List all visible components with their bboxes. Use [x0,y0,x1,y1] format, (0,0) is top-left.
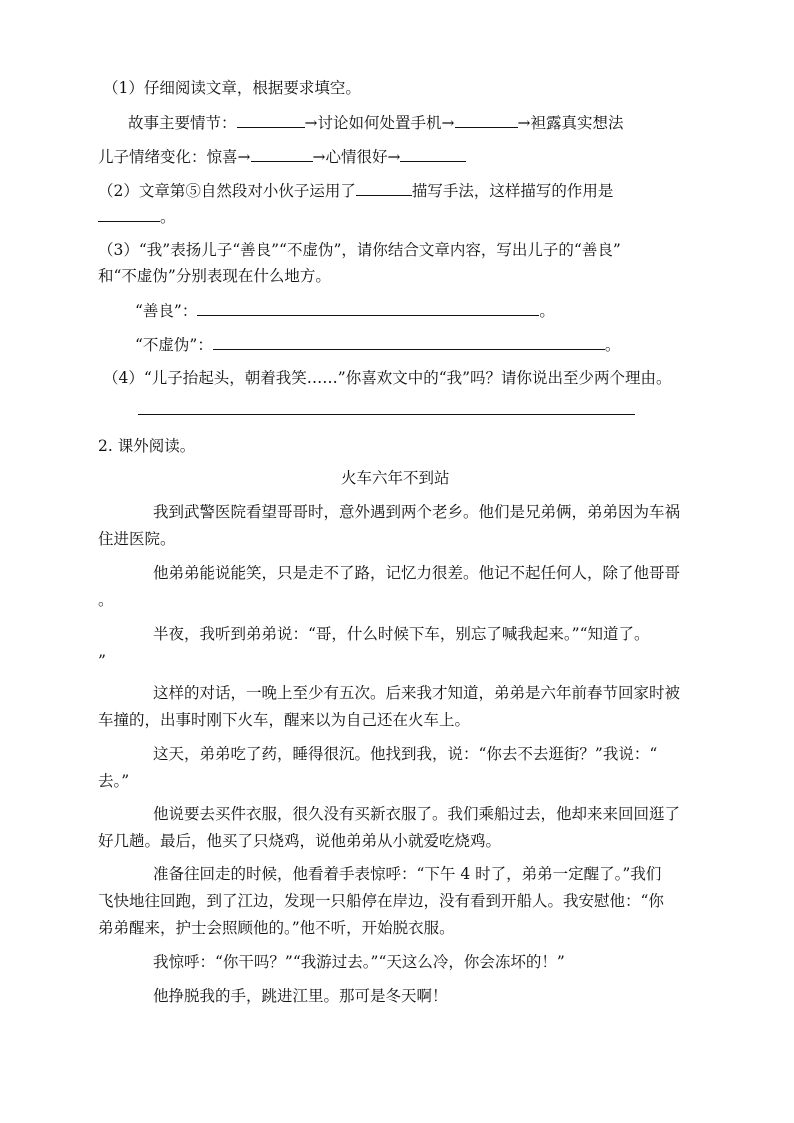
plot-label: 故事主要情节： [128,114,237,132]
passage-paragraph-line: 这样的对话，一晚上至少有五次。后来我才知道，弟弟是六年前春节回家时被 [153,684,681,702]
passage-paragraph-line: 准备往回走的时候，他看着手表惊呼：“下午 4 时了，弟弟一定醒了。”我们 [153,865,662,883]
answer-blank[interactable] [213,334,605,350]
answer-blank[interactable] [98,206,160,222]
plot-middle: →讨论如何处置手机→ [304,114,455,132]
passage-paragraph-line: 他挣脱我的手，跳进江里。那可是冬天啊！ [153,987,448,1005]
question-3-kind-line [135,300,555,321]
question-2-period: 。 [160,208,176,226]
question-1-plot-line [128,112,624,133]
passage-paragraph-line: 我惊呼：“你干吗？”“我游过去。”“天这么冷，你会冻坏的！” [153,953,565,971]
passage-paragraph-line: 弟弟醒来，护士会照顾他的。”他不听，开始脱衣服。 [98,919,455,937]
answer-blank[interactable] [455,112,518,128]
passage-paragraph-line: 半夜，我听到弟弟说：“哥，什么时候下车，别忘了喊我起来。”“知道了。 [153,625,650,643]
passage-paragraph-line: 他说要去买件衣服，很久没有买新衣服了。我们乘船过去，他却来来回回逛了 [153,805,681,823]
honest-period: 。 [604,336,621,354]
passage-paragraph-line: 去。” [98,772,130,790]
kind-period: 。 [539,302,555,320]
honest-label: “不虚伪”： [135,336,213,354]
passage-paragraph-line: 。 [98,591,114,609]
passage-paragraph-line: ” [98,652,106,670]
answer-blank[interactable] [356,180,412,196]
question-3-line-1: （3）“我”表扬儿子“善良”“不虚伪”，请你结合文章内容，写出儿子的“善良” [98,241,621,259]
question-3-honest-line [135,334,620,355]
question-2-text-a: （2）文章第⑤自然段对小伙子运用了 [98,182,356,200]
answer-blank[interactable] [197,300,539,316]
emotion-label: 儿子情绪变化：惊喜→ [98,148,251,166]
kind-label: “善良”： [135,302,198,320]
answer-line[interactable] [138,414,635,415]
question-1-emotion-line [98,146,466,167]
plot-end: →袒露真实想法 [517,114,624,132]
passage-paragraph-line: 住进医院。 [98,530,176,548]
passage-paragraph-line: 我到武警医院看望哥哥时，意外遇到两个老乡。他们是兄弟俩，弟弟因为车祸 [153,503,681,521]
passage-title: 火车六年不到站 [341,469,450,487]
question-3-line-2: 和“不虚伪”分别表现在什么地方。 [98,267,331,285]
passage-paragraph-line: 这天，弟弟吃了药，睡得很沉。他找到我，说：“你去不去逛街？”我说：“ [153,745,658,763]
section-2-heading: 2. 课外阅读。 [98,437,196,455]
emotion-middle: →心情很好→ [312,148,401,166]
question-2-line-2 [98,206,176,227]
answer-blank[interactable] [251,146,313,162]
passage-paragraph-line: 车撞的，出事时刚下火车，醒来以为自己还在火车上。 [98,711,471,729]
passage-paragraph-line: 飞快地往回跑，到了江边，发现一只船停在岸边，没有看到开船人。我安慰他：“你 [98,892,664,910]
passage-paragraph-line: 好几趟。最后，他买了只烧鸡，说他弟弟从小就爱吃烧鸡。 [98,832,502,850]
question-4-prompt: （4）“儿子抬起头，朝着我笑……”你喜欢文中的“我”吗？请你说出至少两个理由。 [103,369,672,387]
passage-paragraph-line: 他弟弟能说能笑，只是走不了路，记忆力很差。他记不起任何人，除了他哥哥 [153,564,681,582]
question-2-line-1 [98,180,613,201]
answer-blank[interactable] [400,146,466,162]
question-1-prompt: （1）仔细阅读文章，根据要求填空。 [103,79,361,97]
answer-blank[interactable] [237,112,305,128]
question-2-text-b: 描写手法，这样描写的作用是 [411,182,614,200]
